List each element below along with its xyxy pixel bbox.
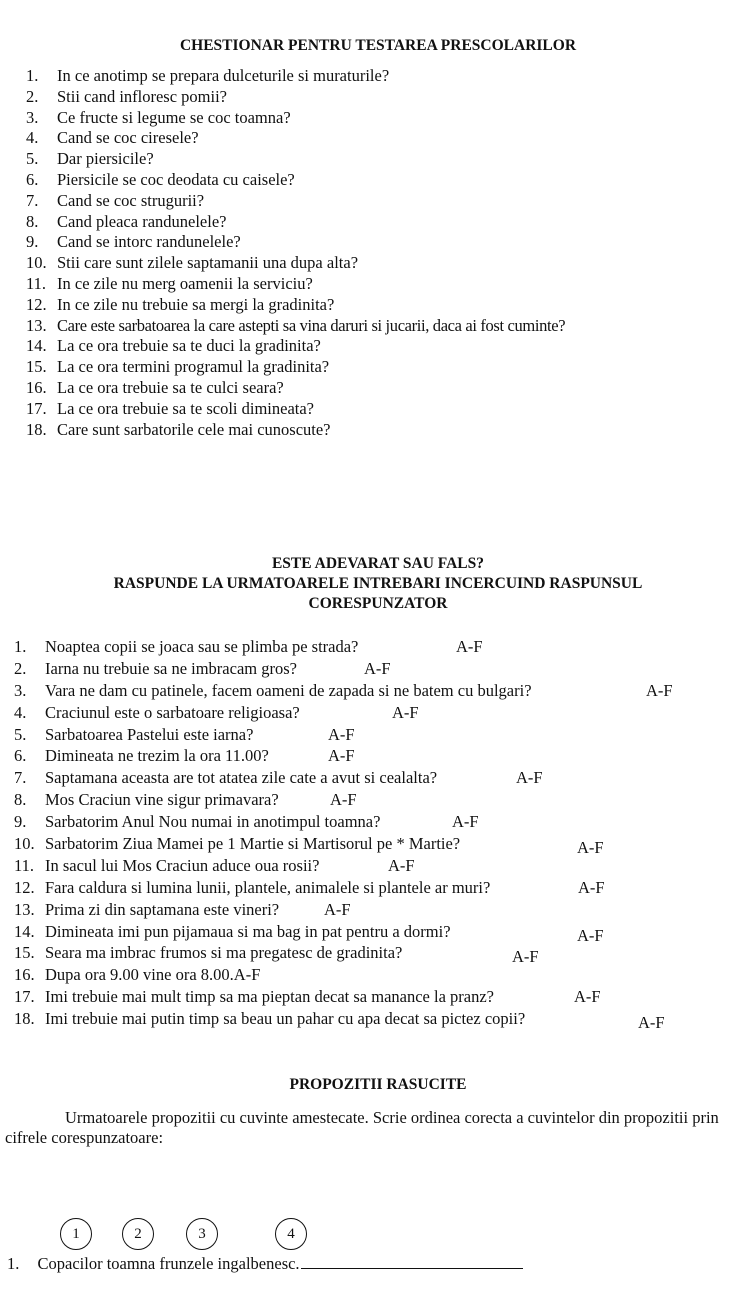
section2-title-line2: RASPUNDE LA URMATOARELE INTREBARI INCERCUIND RASPUNSUL <box>113 575 643 592</box>
order-circle-3: 3 <box>186 1218 218 1250</box>
answer-option[interactable]: A-F <box>456 637 483 656</box>
question-text: Seara ma imbrac frumos si ma pregatesc de gradinita? <box>45 943 403 963</box>
question-text: Dimineata ne trezim la ora 11.00? <box>45 746 269 766</box>
item-number: 17. <box>26 398 47 418</box>
list-item <box>14 986 601 1008</box>
answer-option[interactable]: A-F <box>574 987 601 1007</box>
section2-title-line3: CORESPUNZATOR <box>308 595 448 612</box>
list-item <box>14 767 543 789</box>
list-item <box>26 420 565 441</box>
question-text: Craciunul este o sarbatoare religioasa? <box>45 702 300 722</box>
list-item <box>26 295 565 316</box>
item-number: 6. <box>26 169 39 189</box>
question-text: Cand se coc ciresele? <box>57 128 199 148</box>
answer-option[interactable]: A-F <box>330 790 357 810</box>
order-circle-4: 4 <box>275 1218 307 1250</box>
question-text: Care sunt sarbatorile cele mai cunoscute? <box>57 419 331 439</box>
list-item <box>14 1008 665 1033</box>
answer-option[interactable]: A-F <box>516 768 543 788</box>
question-text: Cand pleaca randunelele? <box>57 211 227 231</box>
item-number: 4. <box>14 702 27 722</box>
answer-option[interactable]: A-F <box>364 658 391 678</box>
list-item <box>26 378 565 399</box>
list-item <box>26 191 565 212</box>
item-number: 17. <box>14 987 35 1007</box>
item-number: 5. <box>26 149 39 169</box>
list-item <box>14 833 604 858</box>
item-number: 3. <box>26 107 39 127</box>
item-number: 1. <box>14 637 27 656</box>
question-text: Mos Craciun vine sigur primavara? <box>45 790 279 810</box>
instruction-paragraph: Urmatoarele propozitii cu cuvinte amestecate. Scrie ordinea corecta a cuvintelor din propozitii prin cifrele corespunzatoare: <box>5 1108 719 1147</box>
list-item <box>14 680 673 702</box>
question-text: Noaptea copii se joaca sau se plimba pe strada? <box>45 637 359 656</box>
item-number: 3. <box>14 680 27 700</box>
answer-option[interactable]: A-F <box>324 899 351 919</box>
list-item <box>14 636 532 658</box>
item-number: 15. <box>14 943 35 963</box>
scrambled-sentence <box>7 1254 523 1274</box>
item-number: 5. <box>14 724 27 744</box>
item-number: 7. <box>14 768 27 788</box>
list-item <box>26 108 565 129</box>
list-item <box>26 316 565 337</box>
list-item <box>14 745 532 767</box>
item-number: 18. <box>26 419 47 439</box>
list-item <box>14 921 604 945</box>
answer-option[interactable]: A-F <box>328 724 355 744</box>
question-text: Ce fructe si legume se coc toamna? <box>57 107 291 127</box>
list-item <box>26 253 565 274</box>
question-text: In ce anotimp se prepara dulceturile si muraturile? <box>57 66 390 85</box>
question-text: Stii cand infloresc pomii? <box>57 86 228 106</box>
section2-title-line1: ESTE ADEVARAT SAU FALS? <box>271 555 485 572</box>
question-text: Prima zi din saptamana este vineri? <box>45 899 280 919</box>
item-number: 14. <box>14 921 35 941</box>
item-number: 14. <box>26 336 47 356</box>
list-item <box>26 66 565 87</box>
list-item <box>26 399 565 420</box>
list-item <box>26 274 565 295</box>
answer-option[interactable]: A-F <box>392 702 419 722</box>
list-item <box>26 87 565 108</box>
list-item <box>26 232 565 253</box>
question-text: Care este sarbatoarea la care astepti sa vina daruri si jucarii, daca ai fost cuminte? <box>57 315 566 335</box>
item-number: 7. <box>26 190 39 210</box>
item-number: 1. <box>26 66 39 85</box>
sentence-number: 1. <box>7 1254 20 1273</box>
question-text: La ce ora trebuie sa te culci seara? <box>57 377 284 397</box>
item-number: 6. <box>14 746 27 766</box>
question-text: Cand se coc strugurii? <box>57 190 205 210</box>
item-number: 4. <box>26 128 39 148</box>
question-text: Dimineata imi pun pijamaua si ma bag in pat pentru a dormi? <box>45 921 451 941</box>
question-text: Cand se intorc randunelele? <box>57 232 241 252</box>
item-number: 12. <box>14 877 35 897</box>
item-number: 11. <box>14 855 35 875</box>
list-item <box>14 702 532 724</box>
true-false-list <box>14 636 673 1033</box>
answer-option[interactable]: A-F <box>577 925 604 945</box>
answer-option[interactable]: A-F <box>452 812 479 832</box>
item-number: 10. <box>14 834 35 854</box>
questionnaire-list <box>26 66 565 440</box>
order-circle-2: 2 <box>122 1218 154 1250</box>
question-text: La ce ora trebuie sa te duci la gradinita? <box>57 336 321 356</box>
item-number: 8. <box>26 211 39 231</box>
item-number: 13. <box>26 315 47 335</box>
item-number: 11. <box>26 273 47 293</box>
item-number: 10. <box>26 253 47 273</box>
list-item <box>14 789 532 811</box>
list-item <box>14 877 605 899</box>
list-item <box>14 942 539 967</box>
section3-title: PROPOZITII RASUCITE <box>289 1076 467 1093</box>
item-number: 9. <box>26 232 39 252</box>
answer-option[interactable]: A-F <box>328 746 355 766</box>
list-item <box>14 899 532 921</box>
question-text: Saptamana aceasta are tot atatea zile cate a avut si cealalta? <box>45 768 438 788</box>
item-number: 12. <box>26 294 47 314</box>
list-item <box>14 658 532 680</box>
item-number: 9. <box>14 812 27 832</box>
item-number: 18. <box>14 1009 35 1029</box>
list-item <box>14 811 532 833</box>
list-item <box>26 128 565 149</box>
item-number: 8. <box>14 790 27 810</box>
list-item <box>26 212 565 233</box>
question-text: In ce zile nu merg oamenii la serviciu? <box>57 273 313 293</box>
list-item <box>26 170 565 191</box>
question-text: Iarna nu trebuie sa ne imbracam gros? <box>45 658 297 678</box>
question-text: Sarbatorim Anul Nou numai in anotimpul toamna? <box>45 812 381 832</box>
question-text: La ce ora termini programul la gradinita? <box>57 357 330 377</box>
list-item <box>14 724 532 746</box>
answer-option[interactable]: A-F <box>578 877 605 897</box>
question-text: In sacul lui Mos Craciun aduce oua rosii? <box>45 855 320 875</box>
order-circle-1: 1 <box>60 1218 92 1250</box>
item-number: 16. <box>26 377 47 397</box>
question-text: La ce ora trebuie sa te scoli dimineata? <box>57 398 314 418</box>
item-number: 15. <box>26 357 47 377</box>
question-text: Vara ne dam cu patinele, facem oameni de zapada si ne batem cu bulgari? <box>45 680 532 700</box>
item-number: 2. <box>26 86 39 106</box>
answer-option[interactable]: A-F <box>638 1013 665 1033</box>
question-text: Sarbatoarea Pastelui este iarna? <box>45 724 254 744</box>
item-number: 13. <box>14 899 35 919</box>
list-item <box>26 336 565 357</box>
list-item <box>14 964 532 986</box>
answer-blank-line[interactable] <box>301 1254 523 1269</box>
list-item <box>14 855 532 877</box>
list-item <box>26 357 565 378</box>
section1-title: CHESTIONAR PENTRU TESTAREA PRESCOLARILOR <box>179 37 577 54</box>
question-text: Stii care sunt zilele saptamanii una dupa alta? <box>57 253 359 273</box>
question-text: Imi trebuie mai putin timp sa beau un pahar cu apa decat sa pictez copii? <box>45 1009 526 1029</box>
answer-option[interactable]: A-F <box>577 838 604 858</box>
answer-option[interactable]: A-F <box>646 680 673 700</box>
question-text: In ce zile nu trebuie sa mergi la gradinita? <box>57 294 335 314</box>
question-text: Fara caldura si lumina lunii, plantele, animalele si plantele ar muri? <box>45 877 491 897</box>
question-text: Piersicile se coc deodata cu caisele? <box>57 169 295 189</box>
answer-option[interactable]: A-F <box>388 855 415 875</box>
question-text: Imi trebuie mai mult timp sa ma pieptan decat sa manance la pranz? <box>45 987 494 1007</box>
question-text: Dupa ora 9.00 vine ora 8.00. <box>45 965 234 985</box>
answer-option[interactable]: A-F <box>233 965 261 985</box>
sentence-text: Copacilor toamna frunzele ingalbenesc. <box>37 1254 300 1273</box>
item-number: 2. <box>14 658 27 678</box>
item-number: 16. <box>14 965 35 985</box>
list-item <box>26 149 565 170</box>
answer-option[interactable]: A-F <box>512 947 539 967</box>
question-text: Dar piersicile? <box>57 149 154 169</box>
question-text: Sarbatorim Ziua Mamei pe 1 Martie si Martisorul pe * Martie? <box>45 834 461 854</box>
